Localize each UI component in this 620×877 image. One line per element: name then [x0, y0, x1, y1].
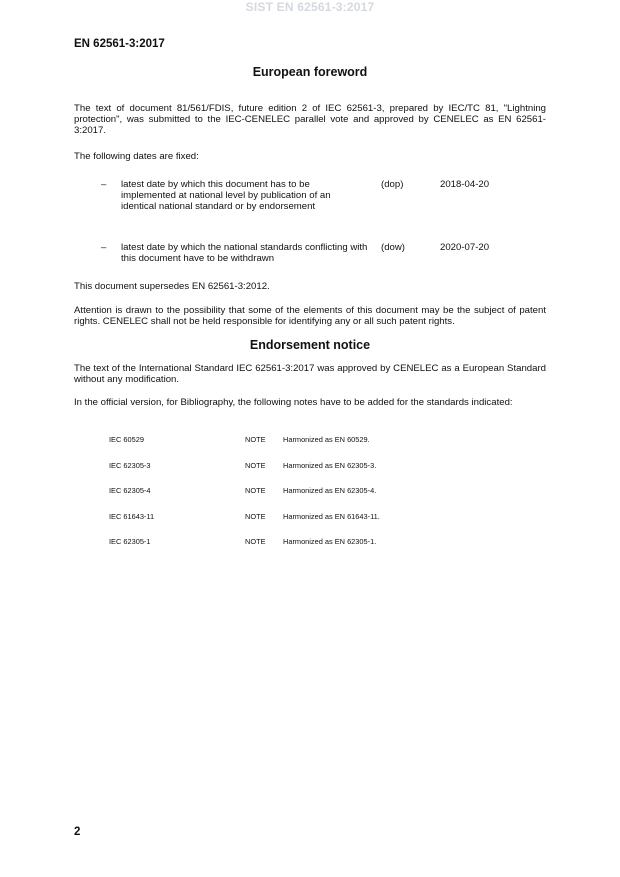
dates-intro: The following dates are fixed: [74, 151, 199, 162]
patent-attention-text: Attention is drawn to the possibility that some of the elements of this document may be the subject of patent rights. CENELEC shall not be held responsible for identifying any or all such patent rights. [74, 305, 546, 327]
supersedes-text: This document supersedes EN 62561-3:2012. [74, 281, 270, 292]
date-item-code: (dow) [381, 242, 405, 253]
note-label: NOTE [245, 486, 266, 495]
bibliography-intro: In the official version, for Bibliography, the following notes have to be added for the standards indicated: [74, 397, 513, 408]
note-standard: IEC 62305-3 [109, 461, 151, 470]
note-row [0, 511, 620, 522]
note-text: Harmonized as EN 61643-11. [283, 512, 380, 521]
date-item-text: latest date by which the national standards conflicting with this document have to be withdrawn [121, 242, 368, 264]
foreword-intro: The text of document 81/561/FDIS, future edition 2 of IEC 62561-3, prepared by IEC/TC 81, "Lightning protection", was submitted to the IEC-CENELEC parallel vote and approved by CENELEC as EN 62561-3:2017. [74, 103, 546, 136]
note-standard: IEC 61643-11 [109, 512, 155, 521]
note-text: Harmonized as EN 62305-1. [283, 537, 377, 546]
note-text: Harmonized as EN 62305-3. [283, 461, 377, 470]
note-row [0, 536, 620, 547]
document-id: EN 62561-3:2017 [74, 38, 165, 50]
endorsement-title: Endorsement notice [249, 338, 371, 352]
watermark: SIST EN 62561-3:2017 [245, 0, 375, 14]
note-row [0, 434, 620, 445]
note-standard: IEC 60529 [109, 435, 144, 444]
note-label: NOTE [245, 435, 266, 444]
date-item-value: 2018-04-20 [440, 179, 490, 190]
note-standard: IEC 62305-1 [109, 537, 151, 546]
list-bullet: – [101, 179, 107, 190]
date-item-code: (dop) [381, 179, 404, 190]
note-row [0, 460, 620, 471]
note-standard: IEC 62305-4 [109, 486, 151, 495]
note-label: NOTE [245, 461, 266, 470]
note-text: Harmonized as EN 62305-4. [283, 486, 377, 495]
note-label: NOTE [245, 537, 266, 546]
note-label: NOTE [245, 512, 266, 521]
page-number: 2 [74, 826, 81, 838]
endorsement-text: The text of the International Standard IEC 62561-3:2017 was approved by CENELEC as a European Standard without any modification. [74, 363, 546, 385]
note-text: Harmonized as EN 60529. [283, 435, 370, 444]
date-item-text: latest date by which this document has to be implemented at national level by publication of an identical national standard or by endorsement [121, 179, 331, 212]
list-bullet: – [101, 242, 107, 253]
date-item-value: 2020-07-20 [440, 242, 490, 253]
note-row [0, 485, 620, 496]
foreword-title: European foreword [252, 65, 368, 79]
